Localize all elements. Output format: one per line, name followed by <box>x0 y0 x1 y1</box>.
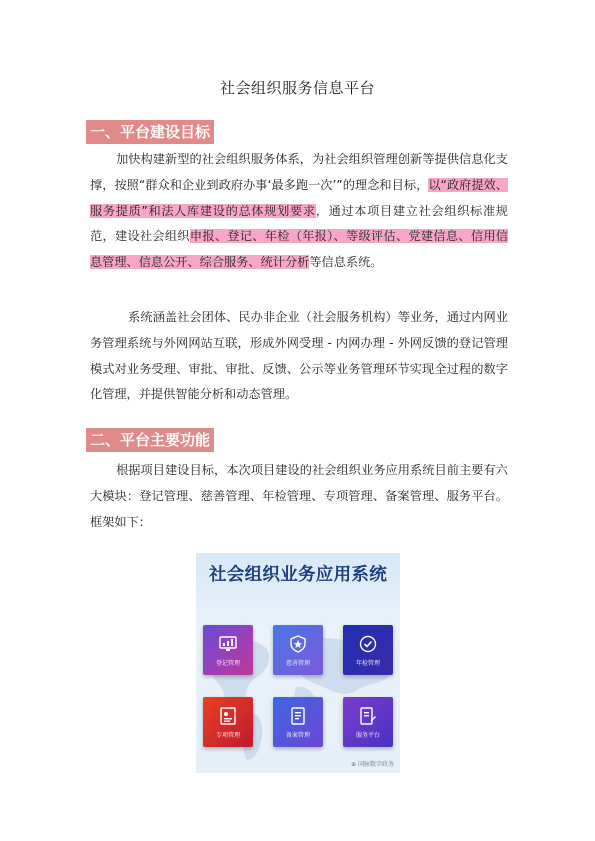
system-framework-figure <box>196 553 400 773</box>
goals-paragraph-2 <box>90 305 508 408</box>
module-label: 登记管理 <box>215 660 240 667</box>
functions-paragraph <box>90 458 508 535</box>
figure-title: 社会组织业务应用系统 <box>209 565 387 585</box>
module-label: 备案管理 <box>285 732 310 739</box>
document-icon <box>288 706 308 726</box>
module-label: 慈善管理 <box>285 660 310 667</box>
section-heading-goals: 一、平台建设目标 <box>86 120 214 144</box>
highlight-planning-requirement: 以“政府提效、服务提质”和法人库建设的总体规划要求 <box>90 177 508 218</box>
document-title: 社会组织服务信息平台 <box>219 79 375 97</box>
module-label: 专项管理 <box>215 732 240 739</box>
monitor-chart-icon <box>218 634 238 654</box>
goals-text-1: 加快构建新型的社会组织服务体系，为社会组织管理创新等提供信息化支撑，按照“群众和企业到政府办事‘最多跑一次’”的理念和目标， <box>90 152 508 192</box>
module-filing <box>273 697 323 747</box>
id-card-icon <box>218 706 238 726</box>
goals-paragraph-1 <box>90 147 508 276</box>
module-label: 年检管理 <box>355 660 380 667</box>
module-annual-inspection <box>343 625 393 675</box>
goals-text-2: ，通过本项目建立社会组织标准规范，建设社会组织 <box>90 203 508 244</box>
functions-paragraph-text: 根据项目建设目标，本次项目建设的社会组织业务应用系统目前主要有六大模块：登记管理、慈善管理、年检管理、专项管理、备案管理、服务平台。框架如下： <box>90 463 508 529</box>
figure-watermark: ⊕ 国脉数字政务 <box>351 761 394 768</box>
module-service-platform <box>343 697 393 747</box>
badge-check-icon <box>358 634 378 654</box>
document-edit-icon <box>358 706 378 726</box>
shield-star-icon <box>288 634 308 654</box>
module-registration <box>203 625 253 675</box>
section-heading-functions: 二、平台主要功能 <box>86 428 214 452</box>
module-label: 服务平台 <box>355 732 380 739</box>
goals-text-3: 等信息系统。 <box>309 255 383 270</box>
module-charity <box>273 625 323 675</box>
highlight-system-list: 申报、登记、年检（年报）、等级评估、党建信息、信用信息管理、信息公开、综合服务、统计分析 <box>90 229 508 270</box>
module-special <box>203 697 253 747</box>
goals-paragraph-2-text: 系统涵盖社会团体、民办非企业（社会服务机构）等业务，通过内网业务管理系统与外网网站互联，形成外网受理 - 内网办理 - 外网反馈的登记管理模式对业务受理、审批、审批、反馈、公示等业务管理环节实现全过程的数字化管理，并提供智能分析和动态管理。 <box>90 310 508 402</box>
